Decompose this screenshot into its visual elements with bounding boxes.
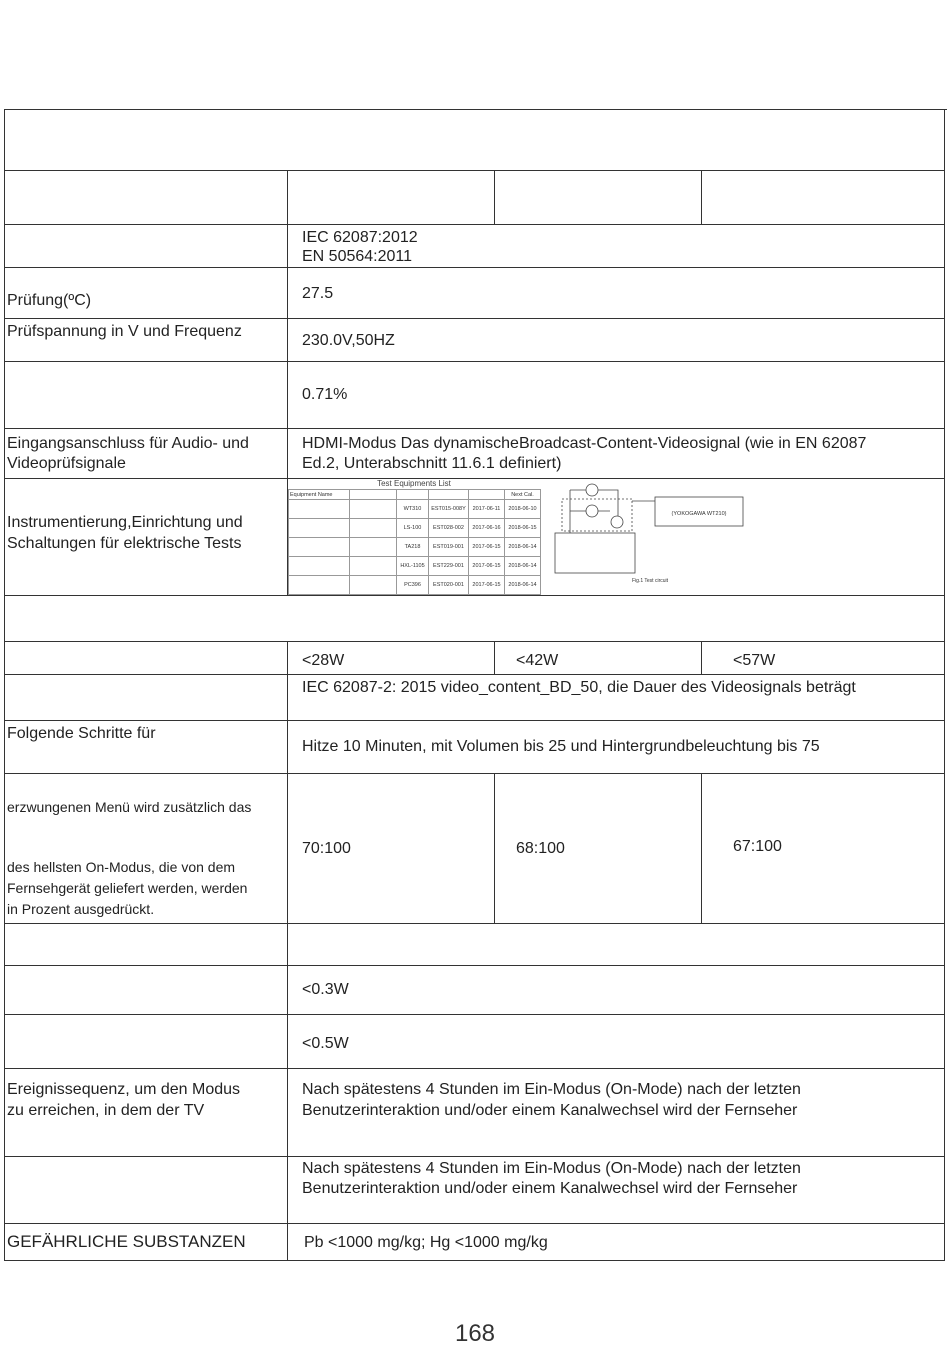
equipment-cell: 2017-06-16 [469,519,505,538]
equipment-cell [289,576,350,595]
sequence2-value-1: Nach spätestens 4 Stunden im Ein-Modus (On-Mode) nach der letzten [302,1160,801,1177]
equipment-header-cell [350,490,397,500]
equipment-row [289,500,541,519]
equipment-cell: EST229-001 [429,557,469,576]
ratio-value-1: 70:100 [302,840,351,857]
equipment-cell [350,519,397,538]
equipment-header-row [289,490,541,500]
equipment-cell: 2017-06-15 [469,576,505,595]
ratio-label-4: in Prozent ausgedrückt. [7,901,155,917]
equipment-cell [289,519,350,538]
equipment-table [288,489,541,595]
equipment-cell: 2018-06-14 [505,576,541,595]
meter-circle [586,484,598,496]
sequence1-label-1: Ereignissequenz, um den Modus [7,1081,241,1098]
equipment-cell: 2018-06-15 [505,519,541,538]
equipment-header-cell [429,490,469,500]
ratio-value-3: 67:100 [733,838,782,855]
equipment-row [289,519,541,538]
equipment-cell [350,538,397,557]
standard-iec: IEC 62087:2012 [302,229,418,246]
equipment-cell: EST019-001 [429,538,469,557]
meter-label: (YOKOGAWA WT210) [671,511,727,517]
circuit-caption: Fig.1 Test circuit [631,578,669,584]
standard-en: EN 50564:2011 [302,248,413,265]
sequence1-value-2: Benutzerinteraktion und/oder einem Kanalwechsel wird der Fernseher [302,1102,798,1119]
sequence1-label-2: zu erreichen, in dem der TV [7,1102,205,1119]
equipment-cell: LS-100 [397,519,429,538]
hazardous-value: Pb <1000 mg/kg; Hg <1000 mg/kg [304,1234,548,1251]
test-equipment-list [288,479,540,595]
equipment-cell: 2017-06-15 [469,538,505,557]
equipment-cell: TA218 [397,538,429,557]
input-value-2: Ed.2, Unterabschnitt 11.6.1 definiert) [302,455,562,472]
equipment-cell: 2017-06-11 [469,500,505,519]
equipment-row [289,538,541,557]
equipment-cell [289,538,350,557]
equipment-list-title: Test Equipments List [377,479,451,488]
input-label-1: Eingangsanschluss für Audio- und [7,435,249,452]
distortion-value: 0.71% [302,386,348,403]
equipment-cell [289,557,350,576]
equipment-row [289,576,541,595]
device-under-test-box [555,533,635,573]
ratio-value-2: 68:100 [516,840,565,857]
equipment-cell [350,500,397,519]
equipment-header-cell [397,490,429,500]
equipment-cell [350,557,397,576]
equipment-cell: PC396 [397,576,429,595]
ratio-label-1: erzwungenen Menü wird zusätzlich das [7,799,252,815]
hazardous-label: GEFÄHRLICHE SUBSTANZEN [7,1232,246,1251]
equipment-row [289,557,541,576]
ratio-label-2: des hellsten On-Modus, die von dem [7,859,236,875]
equipment-cell: 2018-06-14 [505,557,541,576]
equipment-cell [350,576,397,595]
input-label-2: Videoprüfsignale [7,455,126,472]
equipment-cell [289,500,350,519]
equipment-header-cell: Next Cal. [505,490,541,500]
equipment-cell: WT310 [397,500,429,519]
steps-label: Folgende Schritte für [7,725,156,742]
wire [570,490,610,533]
input-value-1: HDMI-Modus Das dynamischeBroadcast-Content-Videosignal (wie in EN 62087 [302,435,867,452]
sequence2-value-2: Benutzerinteraktion und/oder einem Kanalwechsel wird der Fernseher [302,1180,798,1197]
standby-value-1: <0.3W [302,981,349,998]
equipment-cell: 2018-06-10 [505,500,541,519]
test-circuit-diagram [550,478,750,588]
temperature-label: Prüfung(ºC) [7,292,92,309]
equipment-cell: 2018-06-14 [505,538,541,557]
equipment-cell: 2017-06-15 [469,557,505,576]
wire [570,490,618,516]
equipment-cell: EST015-008Y [429,500,469,519]
equipment-header-cell: Equipment Name [289,490,350,500]
equipment-cell: HXL-1105 [397,557,429,576]
temperature-value: 27.5 [302,285,334,302]
voltage-value: 230.0V,50HZ [302,332,395,349]
meter-circle [611,516,623,528]
page-number: 168 [454,1320,496,1347]
video-signal-value: IEC 62087-2: 2015 video_content_BD_50, die Dauer des Videosignals beträgt [302,679,856,696]
ratio-label-3: Fernsehgerät geliefert werden, werden [7,880,248,896]
equipment-header-cell [469,490,505,500]
voltage-label: Prüfspannung in V und Frequenz [7,323,242,340]
power-value-1: <28W [302,652,345,669]
power-value-2: <42W [516,652,559,669]
standby-value-2: <0.5W [302,1035,349,1052]
sequence1-value-1: Nach spätestens 4 Stunden im Ein-Modus (On-Mode) nach der letzten [302,1081,801,1098]
meter-circle [586,505,598,517]
power-value-3: <57W [733,652,776,669]
instrumentation-label-1: Instrumentierung,Einrichtung und [7,514,243,531]
equipment-cell: EST020-001 [429,576,469,595]
equipment-cell: EST028-002 [429,519,469,538]
instrumentation-label-2: Schaltungen für elektrische Tests [7,535,242,552]
steps-value: Hitze 10 Minuten, mit Volumen bis 25 und Hintergrundbeleuchtung bis 75 [302,738,820,755]
